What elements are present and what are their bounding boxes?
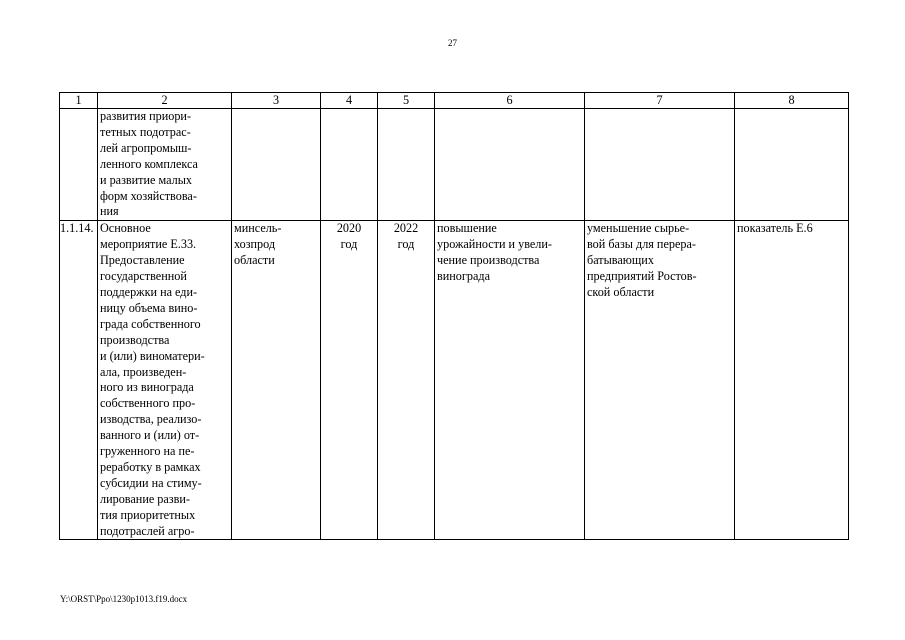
header-cell: 4 — [321, 93, 378, 109]
cell-indicator: показатель Е.6 — [735, 221, 849, 540]
table-header-row — [60, 93, 849, 109]
cell-consequences: уменьшение сырье- вой базы для перера- батывающих предприятий Ростов- ской области — [585, 221, 735, 540]
table-row — [60, 221, 849, 540]
cell-result — [435, 109, 585, 221]
cell-number — [60, 109, 98, 221]
cell-start — [321, 109, 378, 221]
header-cell: 5 — [378, 93, 435, 109]
table-row — [60, 109, 849, 221]
cell-measure-name: развития приори- тетных подотрас- лей агропромыш- ленного комплекса и развитие малых форм хозяйствова- ния — [98, 109, 232, 221]
cell-indicator — [735, 109, 849, 221]
header-cell: 1 — [60, 93, 98, 109]
measures-table — [59, 92, 849, 540]
cell-end — [378, 109, 435, 221]
cell-end: 2022 год — [378, 221, 435, 540]
header-cell: 3 — [232, 93, 321, 109]
page-number: 27 — [448, 38, 457, 48]
cell-executor: минсель- хозпрод области — [232, 221, 321, 540]
cell-result: повышение урожайности и увели- чение производства винограда — [435, 221, 585, 540]
file-path-footer: Y:\ORST\Ppo\1230p1013.f19.docx — [60, 594, 188, 604]
header-cell: 2 — [98, 93, 232, 109]
cell-executor — [232, 109, 321, 221]
header-cell: 8 — [735, 93, 849, 109]
cell-number: 1.1.14. — [60, 221, 98, 540]
header-cell: 7 — [585, 93, 735, 109]
cell-consequences — [585, 109, 735, 221]
cell-measure-name: Основное мероприятие Е.33. Предоставление государственной поддержки на еди- ницу объема вино- града собственного производства и (или) виноматери- ала, произведен- ного из винограда собственного про- изводства, реализо- ванного и (или) от- груженного на пе- реработку в рамках субсидии на стиму- лирование разви- тия приоритетных подотраслей агро- — [98, 221, 232, 540]
cell-start: 2020 год — [321, 221, 378, 540]
header-cell: 6 — [435, 93, 585, 109]
